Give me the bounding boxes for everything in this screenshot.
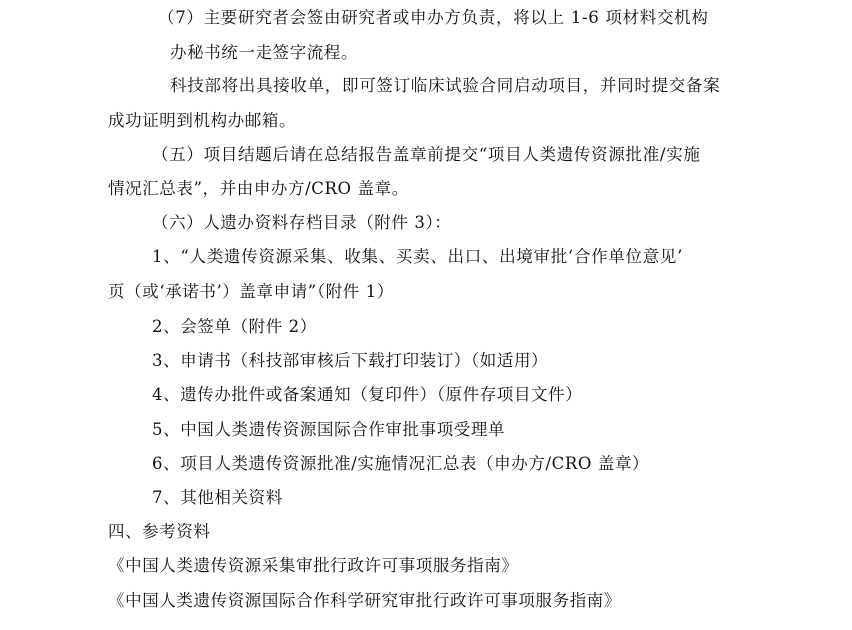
archive-item-7: 7、其他相关资料 xyxy=(152,488,283,507)
archive-item-6: 6、项目人类遗传资源批准/实施情况汇总表（申办方/CRO 盖章） xyxy=(152,454,650,473)
archive-item-1-line-1: 1、“人类遗传资源采集、收集、买卖、出口、出境审批‘合作单位意见’ xyxy=(152,247,684,266)
section-5-line-1: （五）项目结题后请在总结报告盖章前提交“项目人类遗传资源批准/实施 xyxy=(152,145,701,164)
item-7-line-1: （7）主要研究者会签由研究者或申办方负责，将以上 1-6 项材料交机构 xyxy=(158,8,709,27)
section-4-heading: 四、参考资料 xyxy=(108,522,211,541)
reference-1: 《中国人类遗传资源采集审批行政许可事项服务指南》 xyxy=(108,556,519,575)
receipt-note-line-1: 科技部将出具接收单，即可签订临床试验合同启动项目，并同时提交备案 xyxy=(170,76,721,95)
archive-item-3: 3、申请书（科技部审核后下载打印装订）（如适用） xyxy=(152,351,549,370)
section-5-line-2: 情况汇总表”，并由申办方/CRO 盖章。 xyxy=(108,179,409,198)
receipt-note-line-2: 成功证明到机构办邮箱。 xyxy=(108,111,297,130)
archive-item-2: 2、会签单（附件 2） xyxy=(152,317,317,336)
archive-item-1-line-2: 页（或‘承诺书’）盖章申请”（附件 1） xyxy=(108,282,394,301)
section-6-heading: （六）人遗办资料存档目录（附件 3）： xyxy=(152,213,452,232)
reference-2: 《中国人类遗传资源国际合作科学研究审批行政许可事项服务指南》 xyxy=(108,591,621,610)
archive-item-4: 4、遗传办批件或备案通知（复印件）（原件存项目文件） xyxy=(152,385,583,404)
item-7-line-2: 办秘书统一走签字流程。 xyxy=(170,43,359,62)
archive-item-5: 5、中国人类遗传资源国际合作审批事项受理单 xyxy=(152,420,506,439)
